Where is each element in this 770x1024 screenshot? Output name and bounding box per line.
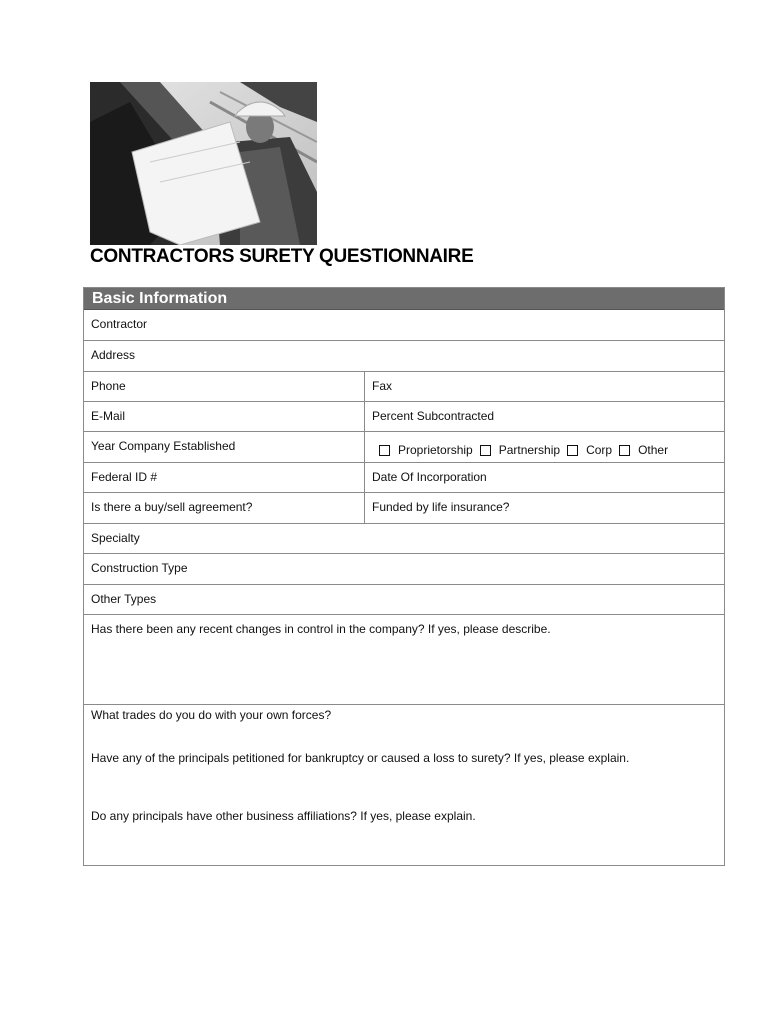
contractor-label: Contractor — [91, 317, 148, 331]
option-corp[interactable] — [567, 443, 612, 457]
other-types-label: Other Types — [91, 592, 157, 606]
corp-label: Corp — [586, 443, 613, 457]
construction-type-row — [84, 553, 724, 584]
recent-changes-label: Has there been any recent changes in control in the company? If yes, please describe. — [91, 622, 551, 636]
phone-label: Phone — [91, 379, 126, 393]
date-incorporation-field[interactable] — [365, 463, 724, 492]
date-incorporation-label: Date Of Incorporation — [372, 470, 487, 484]
email-label: E-Mail — [91, 409, 126, 423]
trades-question: What trades do you do with your own forces? — [91, 708, 332, 722]
phone-field[interactable] — [84, 372, 365, 401]
document-title: CONTRACTORS SURETY QUESTIONNAIRE — [90, 246, 474, 267]
proprietorship-checkbox[interactable] — [379, 445, 390, 456]
specialty-row — [84, 523, 724, 553]
buy-sell-row — [84, 492, 724, 523]
basic-information-form — [83, 287, 725, 866]
phone-fax-row — [84, 371, 724, 401]
fax-label: Fax — [372, 379, 393, 393]
specialty-field[interactable] — [84, 524, 724, 553]
other-checkbox[interactable] — [619, 445, 630, 456]
other-types-field[interactable] — [84, 585, 724, 614]
option-other[interactable] — [619, 443, 668, 457]
federal-id-row — [84, 462, 724, 492]
email-field[interactable] — [84, 402, 365, 431]
other-label: Other — [638, 443, 669, 457]
entity-type-options — [365, 432, 675, 462]
questions-block[interactable] — [84, 704, 724, 868]
partnership-checkbox[interactable] — [480, 445, 491, 456]
recent-changes-row — [84, 614, 724, 704]
percent-subcontracted-field[interactable] — [365, 402, 724, 431]
option-proprietorship[interactable] — [379, 443, 473, 457]
address-label: Address — [91, 348, 136, 362]
year-established-label: Year Company Established — [91, 439, 236, 453]
option-partnership[interactable] — [480, 443, 560, 457]
contractor-row — [84, 310, 724, 340]
buy-sell-field[interactable] — [84, 493, 365, 523]
bankruptcy-question: Have any of the principals petitioned for bankruptcy or caused a loss to surety? If yes, please explain. — [91, 751, 630, 765]
recent-changes-field[interactable] — [84, 615, 724, 704]
fax-field[interactable] — [365, 372, 724, 401]
year-established-field[interactable] — [84, 432, 365, 462]
percent-subcontracted-label: Percent Subcontracted — [372, 409, 495, 423]
email-percent-row — [84, 401, 724, 431]
address-field[interactable] — [84, 341, 724, 371]
year-entity-row — [84, 431, 724, 462]
partnership-label: Partnership — [498, 443, 561, 457]
specialty-label: Specialty — [91, 531, 140, 545]
other-types-row — [84, 584, 724, 614]
corp-checkbox[interactable] — [567, 445, 578, 456]
proprietorship-label: Proprietorship — [398, 443, 473, 457]
federal-id-field[interactable] — [84, 463, 365, 492]
funded-life-field[interactable] — [365, 493, 724, 523]
address-row — [84, 340, 724, 371]
funded-life-label: Funded by life insurance? — [372, 500, 510, 514]
buy-sell-label: Is there a buy/sell agreement? — [91, 500, 253, 514]
affiliations-question: Do any principals have other business affiliations? If yes, please explain. — [91, 809, 476, 823]
section-header: Basic Information — [84, 288, 724, 310]
federal-id-label: Federal ID # — [91, 470, 158, 484]
construction-type-field[interactable] — [84, 554, 724, 584]
construction-type-label: Construction Type — [91, 561, 188, 575]
contractor-field[interactable] — [84, 310, 724, 340]
header-photo-construction-worker — [90, 82, 317, 245]
